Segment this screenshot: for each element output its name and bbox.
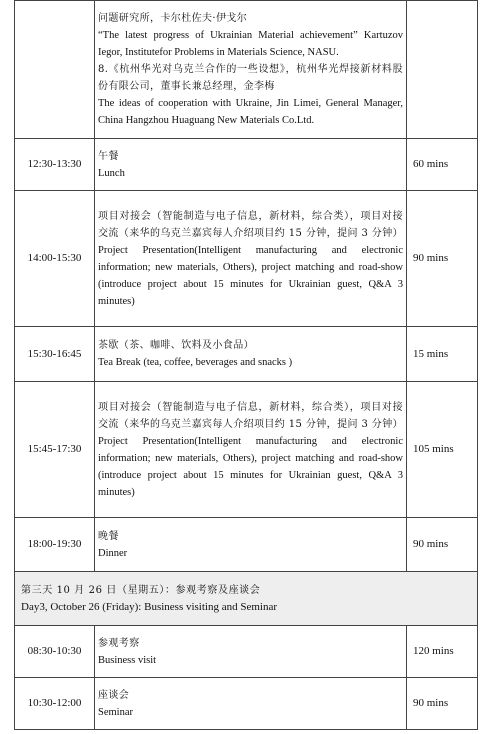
speaker-line: “The latest progress of Ukrainian Material achievement” Kartuzov Iegor, Institutefor Problems in Materials Science, NASU. [98, 30, 403, 58]
time-cell: 08:30-10:30 [15, 626, 95, 678]
activity-cell [95, 382, 407, 518]
speaker-line: 问题研究所，卡尔杜佐夫·伊戈尔 [98, 13, 248, 24]
time-cell: 15:30-16:45 [15, 327, 95, 382]
activity-cell [95, 191, 407, 327]
activity-en: Business visit [98, 654, 157, 666]
activity-en: Project Presentation(Intelligent manufacturing and electronic information; new materials, Others), project matching and road-show (introduce project about 15 minutes for Ukrainian guest, Q&A 3 minutes) [98, 435, 403, 498]
duration-cell: 15 mins [407, 327, 478, 382]
schedule-table [14, 0, 478, 730]
activity-cn: 晚餐 [98, 530, 119, 542]
table-row [15, 327, 478, 382]
time-cell: 12:30-13:30 [15, 139, 95, 191]
activity-cn: 茶歇（茶、咖啡、饮料及小食品） [98, 340, 254, 351]
activity-en: Tea Break (tea, coffee, beverages and snacks ) [98, 357, 293, 368]
duration-cell-empty [407, 1, 478, 139]
time-cell-empty [15, 1, 95, 139]
day-header [15, 572, 478, 626]
activity-cell [95, 139, 407, 191]
table-row [15, 1, 478, 139]
speaker-list-continuation [95, 1, 407, 139]
activity-en: Dinner [98, 547, 128, 559]
speaker-line: 8.《杭州华光对乌克兰合作的一些设想》，杭州华光焊接新材料股份有限公司，董事长兼总经理，金李梅 [98, 64, 403, 92]
activity-cn: 座谈会 [98, 689, 130, 701]
table-row [15, 139, 478, 191]
duration-cell: 60 mins [407, 139, 478, 191]
activity-en: Seminar [98, 706, 133, 718]
activity-cn: 午餐 [98, 150, 119, 162]
time-cell: 18:00-19:30 [15, 518, 95, 572]
table-row [15, 626, 478, 678]
activity-cell [95, 626, 407, 678]
table-row [15, 382, 478, 518]
duration-cell: 90 mins [407, 518, 478, 572]
activity-cell [95, 327, 407, 382]
activity-cn: 项目对接会（智能制造与电子信息，新材料，综合类），项目对接交流（来华的乌克兰嘉宾每人介绍项目约 15 分钟，提问 3 分钟） [98, 401, 404, 430]
table-row [15, 518, 478, 572]
day-header-en: Day3, October 26 (Friday): Business visiting and Seminar [21, 600, 278, 613]
table-row [15, 678, 478, 730]
activity-cell [95, 518, 407, 572]
activity-cn: 项目对接会（智能制造与电子信息，新材料，综合类），项目对接交流（来华的乌克兰嘉宾每人介绍项目约 15 分钟，提问 3 分钟） [98, 210, 404, 239]
duration-cell: 105 mins [407, 382, 478, 518]
duration-cell: 90 mins [407, 191, 478, 327]
activity-cn: 参观考察 [98, 637, 140, 649]
time-cell: 10:30-12:00 [15, 678, 95, 730]
activity-en: Lunch [98, 167, 125, 179]
time-cell: 14:00-15:30 [15, 191, 95, 327]
speaker-line: The ideas of cooperation with Ukraine, Jin Limei, General Manager, China Hangzhou Huaguang New Materials Co.Ltd. [98, 98, 403, 126]
duration-cell: 90 mins [407, 678, 478, 730]
day-header-cn: 第三天 10 月 26 日（星期五）：参观考察及座谈会 [21, 584, 261, 596]
activity-cell [95, 678, 407, 730]
day-header-row [15, 572, 478, 626]
table-row [15, 191, 478, 327]
duration-cell: 120 mins [407, 626, 478, 678]
time-cell: 15:45-17:30 [15, 382, 95, 518]
activity-en: Project Presentation(Intelligent manufacturing and electronic information; new materials, Others), project matching and road-show (introduce project about 15 minutes for Ukrainian guest, Q&A 3 minutes) [98, 244, 403, 307]
